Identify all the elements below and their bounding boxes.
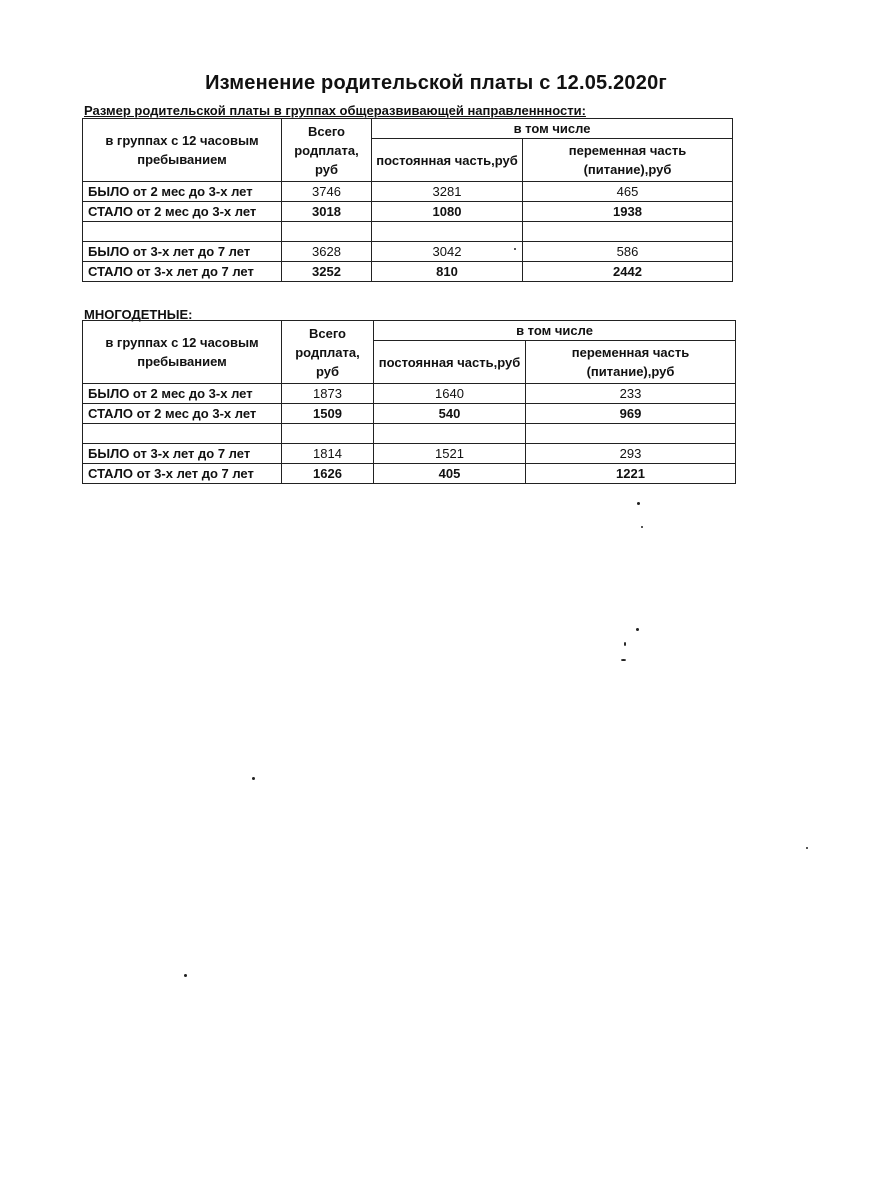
scan-speck [624,642,626,646]
table-row [83,464,736,484]
variable-cell: 2442 [523,262,733,282]
total-cell: 1814 [282,444,374,464]
row-label: БЫЛО от 3-х лет до 7 лет [83,242,282,262]
header-including: в том числе [372,119,733,139]
fixed-cell: 405 [374,464,526,484]
total-cell: 1873 [282,384,374,404]
header-variable: переменная часть (питание),руб [523,139,733,182]
total-cell: 1509 [282,404,374,424]
row-label: БЫЛО от 2 мес до 3-х лет [83,182,282,202]
fixed-cell: 1521 [374,444,526,464]
header-total: Всего родплата, руб [282,119,372,182]
row-label: СТАЛО от 2 мес до 3-х лет [83,404,282,424]
table-row [83,384,736,404]
table-row [83,242,733,262]
row-label: БЫЛО от 3-х лет до 7 лет [83,444,282,464]
fixed-cell: 3281 [372,182,523,202]
row-label: СТАЛО от 3-х лет до 7 лет [83,262,282,282]
section-title-general: Размер родительской платы в группах общеразвивающей направленнности: [84,103,586,118]
scan-speck [252,777,255,780]
variable-cell: 1938 [523,202,733,222]
table-row [83,444,736,464]
total-cell: 3746 [282,182,372,202]
fixed-cell: 3042 [372,242,523,262]
scan-speck [806,847,808,849]
section-title-large-families: МНОГОДЕТНЫЕ: [84,307,193,322]
variable-cell: 233 [526,384,736,404]
header-variable: переменная часть (питание),руб [526,341,736,384]
total-cell: 1626 [282,464,374,484]
variable-cell: 1221 [526,464,736,484]
header-total: Всего родплата, руб [282,321,374,384]
page-title: Изменение родительской платы с 12.05.2020г [205,72,667,94]
header-fixed: постоянная часть,руб [374,341,526,384]
header-including: в том числе [374,321,736,341]
table-row [83,182,733,202]
header-group: в группах с 12 часовым пребыванием [83,321,282,384]
total-cell: 3252 [282,262,372,282]
spacer-row [83,222,733,242]
header-fixed: постоянная часть,руб [372,139,523,182]
row-label: СТАЛО от 3-х лет до 7 лет [83,464,282,484]
fixed-cell: 810 [372,262,523,282]
table-row [83,202,733,222]
scan-speck [641,526,643,528]
row-label: СТАЛО от 2 мес до 3-х лет [83,202,282,222]
fixed-cell: 1080 [372,202,523,222]
variable-cell: 969 [526,404,736,424]
total-cell: 3628 [282,242,372,262]
fee-table-general [82,118,733,282]
table-row [83,262,733,282]
scan-speck [621,659,626,661]
spacer-row [83,424,736,444]
fixed-cell: 540 [374,404,526,424]
variable-cell: 586 [523,242,733,262]
variable-cell: 293 [526,444,736,464]
scan-speck [636,628,639,631]
table-row [83,404,736,424]
fee-table-large-families [82,320,736,484]
fixed-cell: 1640 [374,384,526,404]
header-group: в группах с 12 часовым пребыванием [83,119,282,182]
scan-speck [514,248,516,250]
scan-speck [184,974,187,977]
variable-cell: 465 [523,182,733,202]
total-cell: 3018 [282,202,372,222]
row-label: БЫЛО от 2 мес до 3-х лет [83,384,282,404]
scan-speck [637,502,640,505]
